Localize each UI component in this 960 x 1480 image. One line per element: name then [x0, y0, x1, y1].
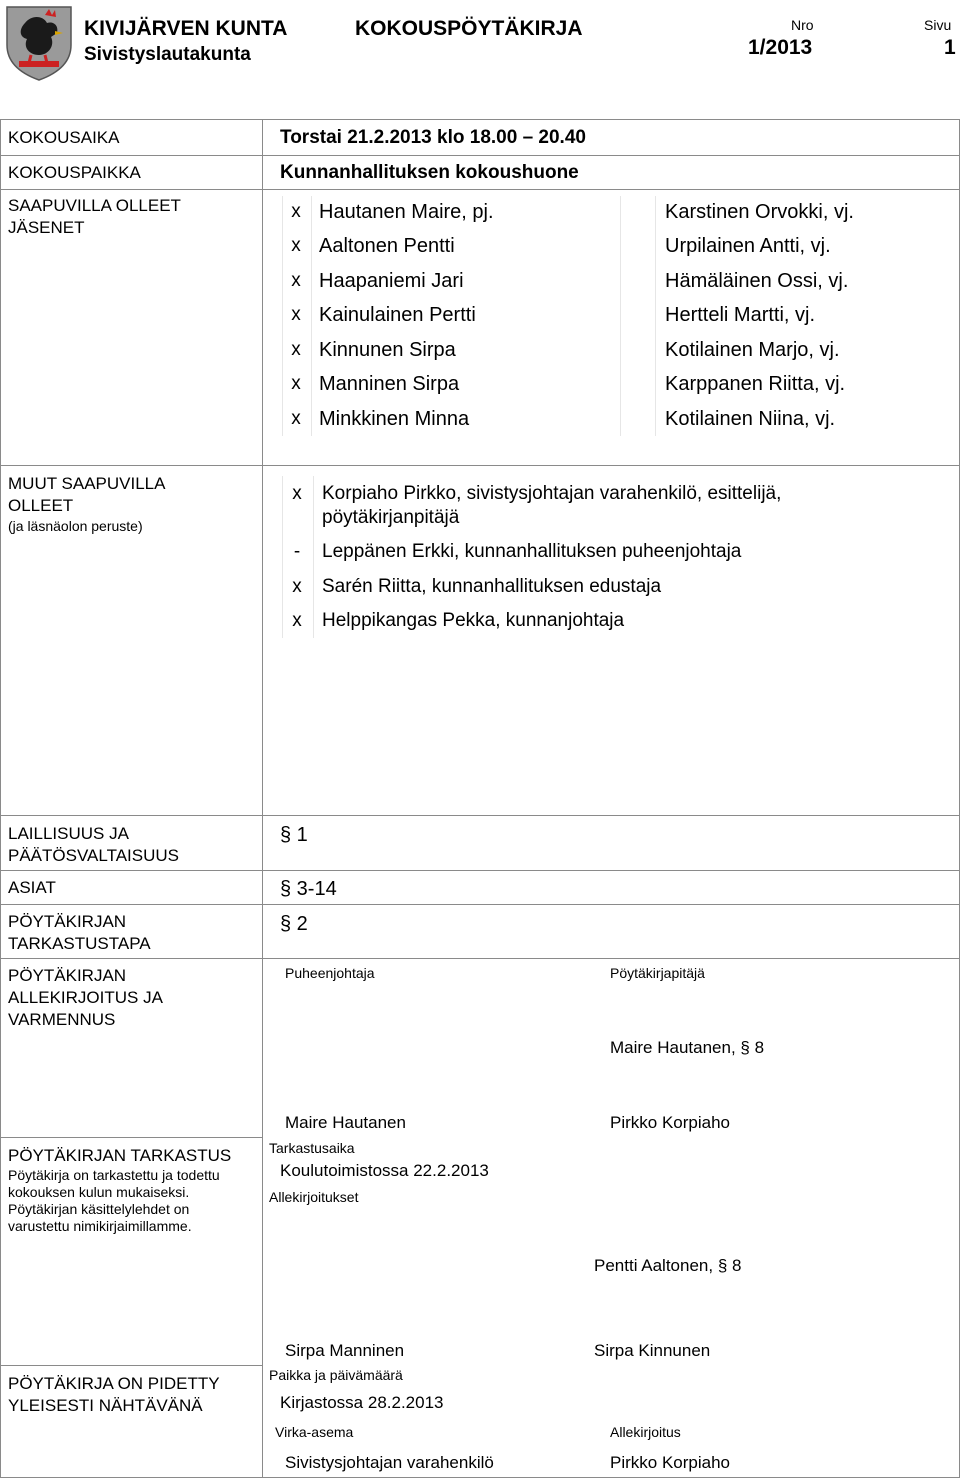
position-label: Virka-asema [275, 1424, 354, 1440]
position-value: Sivistysjohtajan varahenkilö [285, 1453, 494, 1472]
attendance-mark: x [291, 270, 301, 291]
attendance-mark: - [293, 541, 301, 562]
secretary-label: Pöytäkirjapitäjä [610, 965, 705, 981]
attendee-text: Leppänen Erkki, kunnanhallituksen puheenjohtaja [322, 541, 742, 562]
others-label: MUUT SAAPUVILLA OLLEET (ja läsnäolon peruste) [8, 474, 166, 534]
meeting-place-label: KOKOUSPAIKKA [8, 163, 141, 182]
attendance-mark: x [291, 304, 301, 325]
member-name: Minkkinen Minna [319, 408, 470, 430]
chair-name: Maire Hautanen [285, 1113, 406, 1132]
meeting-place-value: Kunnanhallituksen kokoushuone [280, 162, 579, 183]
attendee-text: Helppikangas Pekka, kunnanjohtaja [322, 610, 625, 631]
reviewer-1: Sirpa Manninen [285, 1341, 405, 1360]
meeting-time-label: KOKOUSAIKA [8, 128, 120, 147]
attendance-mark: x [291, 339, 301, 360]
document-type: KOKOUSPÖYTÄKIRJA [355, 17, 583, 40]
department-name: Sivistyslautakunta [84, 44, 251, 65]
attendance-mark: x [291, 201, 301, 222]
member-name: Aaltonen Pentti [319, 235, 455, 257]
review-method-section: § 2 [280, 913, 308, 935]
deputy-name: Karppanen Riitta, vj. [665, 373, 846, 395]
attendance-mark: x [292, 610, 302, 631]
municipality-name: KIVIJÄRVEN KUNTA [84, 17, 288, 40]
secretary-name: Pirkko Korpiaho [610, 1113, 731, 1132]
review-label: PÖYTÄKIRJAN TARKASTUS Pöytäkirja on tarkastettu ja todettu kokouksen kulun mukaiseksi. Pöytäkirjan käsittelylehdet on varustettu nimikirjaimillamme. [8, 1146, 232, 1234]
deputy-name: Hertteli Martti, vj. [665, 304, 816, 326]
attendance-mark: x [292, 483, 302, 504]
coat-of-arms-icon [5, 5, 73, 81]
reviewer-2: Sirpa Kinnunen [594, 1341, 711, 1360]
member-name: Kainulainen Pertti [319, 304, 476, 326]
signatures-label: Allekirjoitukset [269, 1189, 359, 1205]
attendee-text-cont: pöytäkirjanpitäjä [322, 507, 460, 528]
items-sections: § 3-14 [280, 878, 337, 900]
members-label: SAAPUVILLA OLLEET JÄSENET [8, 196, 181, 237]
deputy-name: Urpilainen Antti, vj. [665, 235, 831, 257]
legality-label: LAILLISUUS JA PÄÄTÖSVALTAISUUS [8, 824, 179, 865]
meeting-time-value: Torstai 21.2.2013 klo 18.00 – 20.40 [280, 127, 586, 148]
review-time-value: Koulutoimistossa 22.2.2013 [280, 1161, 489, 1180]
review-note: Pentti Aaltonen, § 8 [594, 1256, 742, 1275]
nro-label: Nro [791, 17, 814, 33]
deputy-name: Kotilainen Niina, vj. [665, 408, 836, 430]
signature-label: Allekirjoitus [610, 1424, 681, 1440]
attendee-text: Sarén Riitta, kunnanhallituksen edustaja [322, 576, 662, 597]
public-place-label: Paikka ja päivämäärä [269, 1367, 403, 1383]
review-method-label: PÖYTÄKIRJAN TARKASTUSTAPA [8, 912, 151, 953]
legality-section: § 1 [280, 824, 308, 846]
page-label: Sivu [924, 17, 952, 33]
attendance-mark: x [291, 408, 301, 429]
attendance-mark: x [291, 373, 301, 394]
attendance-mark: x [292, 576, 302, 597]
attendance-mark: x [291, 235, 301, 256]
nro-value: 1/2013 [748, 36, 813, 59]
attendee-text: Korpiaho Pirkko, sivistysjohtajan varahenkilö, esittelijä, [322, 483, 782, 504]
member-name: Haapaniemi Jari [319, 270, 464, 292]
review-time-label: Tarkastusaika [269, 1140, 355, 1156]
page-number: 1 [944, 36, 956, 59]
items-label: ASIAT [8, 878, 56, 897]
deputy-name: Karstinen Orvokki, vj. [665, 201, 854, 223]
deputy-name: Kotilainen Marjo, vj. [665, 339, 840, 361]
chair-label: Puheenjohtaja [285, 965, 375, 981]
signature-value: Pirkko Korpiaho [610, 1453, 731, 1472]
public-label: PÖYTÄKIRJA ON PIDETTY YLEISESTI NÄHTÄVÄNÄ [8, 1374, 220, 1415]
member-name: Hautanen Maire, pj. [319, 201, 494, 223]
member-name: Kinnunen Sirpa [319, 339, 456, 361]
chair-note: Maire Hautanen, § 8 [610, 1038, 765, 1057]
deputy-name: Hämäläinen Ossi, vj. [665, 270, 849, 292]
public-place-value: Kirjastossa 28.2.2013 [280, 1393, 444, 1412]
signing-label: PÖYTÄKIRJAN ALLEKIRJOITUS JA VARMENNUS [8, 966, 163, 1029]
member-name: Manninen Sirpa [319, 373, 460, 395]
